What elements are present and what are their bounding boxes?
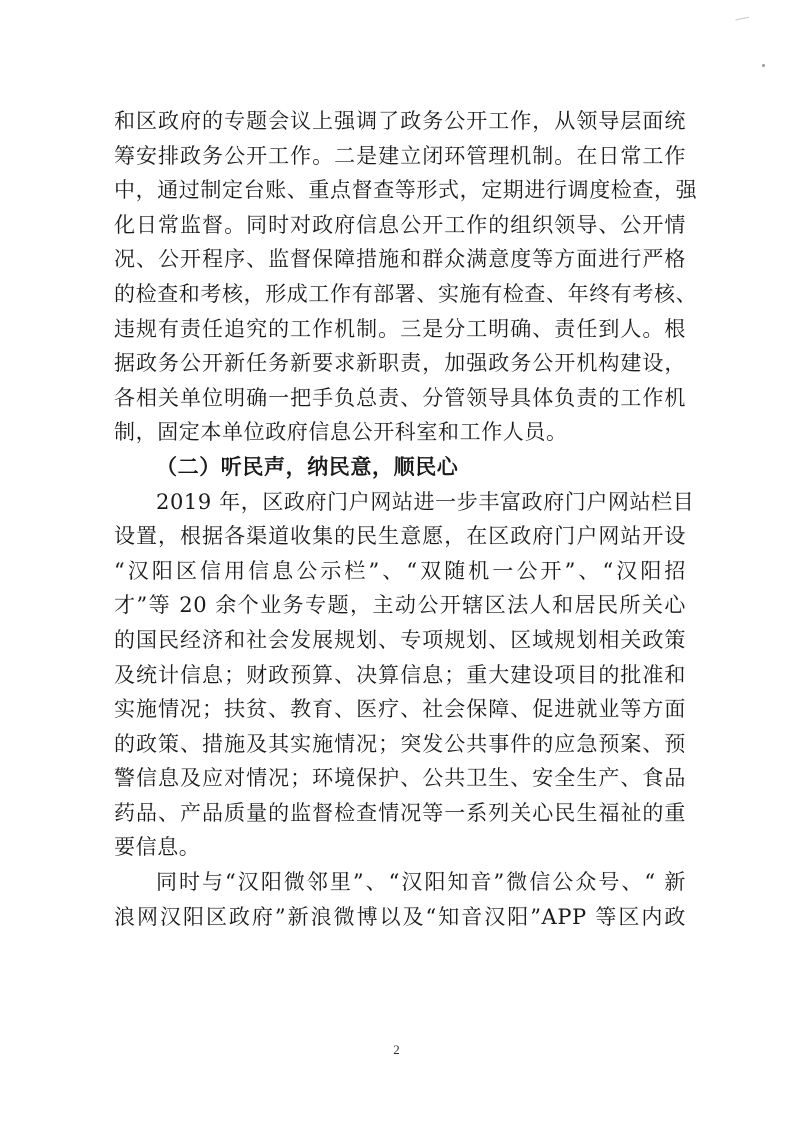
text-line: 及统计信息；财政预算、决算信息；重大建设项目的批准和	[114, 662, 686, 687]
text-line: 筹安排政务公开工作。二是建立闭环管理机制。在日常工作	[114, 143, 686, 168]
scan-mark	[735, 17, 750, 27]
text-line: 实施情况；扶贫、教育、医疗、社会保障、促进就业等方面	[114, 697, 686, 722]
text-line: 的国民经济和社会发展规划、专项规划、区域规划相关政策	[114, 627, 686, 652]
text-line: 据政务公开新任务新要求新职责，加强政务公开机构建设，	[114, 351, 686, 376]
text-line: “汉阳区信用信息公示栏”、“双随机一公开”、“汉阳招	[114, 558, 686, 583]
text-line: 化日常监督。同时对政府信息公开工作的组织领导、公开情	[114, 212, 686, 237]
text-line: 各相关单位明确一把手负总责、分管领导具体负责的工作机	[114, 385, 686, 410]
page-number: 2	[393, 1042, 400, 1057]
text-line: 况、公开程序、监督保障措施和群众满意度等方面进行严格	[114, 247, 686, 272]
text-line: 制，固定本单位政府信息公开科室和工作人员。	[114, 420, 568, 445]
text-line: 中，通过制定台账、重点督查等形式，定期进行调度检查，强	[114, 178, 698, 203]
section-heading: （二）听民声，纳民意，顺民心	[156, 453, 459, 479]
text-line: 药品、产品质量的监督检查情况等一系列关心民生福祉的重	[114, 800, 686, 825]
text-line: 设置，根据各渠道收集的民生意愿，在区政府门户网站开设	[114, 524, 686, 549]
scan-dot	[762, 64, 765, 67]
text-line: 浪网汉阳区政府”新浪微博以及“知音汉阳”APP 等区内政	[114, 904, 686, 929]
text-line: 2019 年，区政府门户网站进一步丰富政府门户网站栏目	[156, 489, 695, 514]
text-line: 和区政府的专题会议上强调了政务公开工作，从领导层面统	[114, 109, 686, 133]
text-line: 警信息及应对情况；环境保护、公共卫生、安全生产、食品	[114, 766, 686, 791]
text-line: 要信息。	[114, 835, 201, 860]
text-line: 的政策、措施及其实施情况；突发公共事件的应急预案、预	[114, 731, 686, 756]
text-line: 的检查和考核，形成工作有部署、实施有检查、年终有考核、	[114, 281, 698, 306]
text-line: 才”等 20 余个业务专题，主动公开辖区法人和居民所关心	[114, 593, 686, 618]
body-text	[114, 104, 698, 934]
text-line: 同时与“汉阳微邻里”、“汉阳知音”微信公众号、“ 新	[156, 870, 686, 895]
text-line: 违规有责任追究的工作机制。三是分工明确、责任到人。根	[114, 316, 686, 341]
